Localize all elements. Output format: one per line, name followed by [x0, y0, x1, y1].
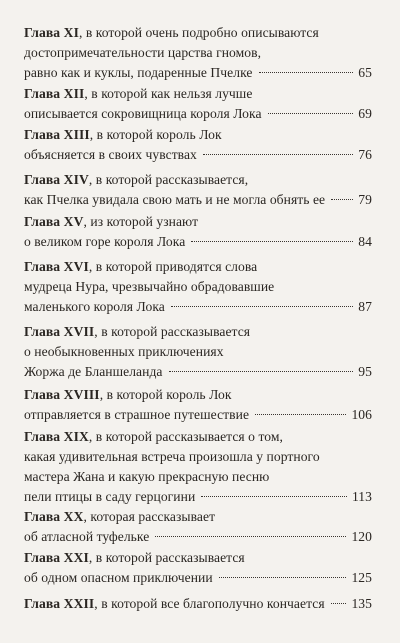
chapter-title-line: равно как и куклы, подаренные Пчелке [24, 65, 253, 80]
chapter-title-line: о необыкновенных приключениях [24, 344, 224, 359]
chapter-heading: Глава XIX [24, 429, 89, 444]
dot-leader [169, 371, 354, 372]
page-number: 125 [351, 570, 372, 585]
dot-leader [331, 199, 353, 200]
chapter-heading: Глава XV [24, 214, 84, 229]
dot-leader [331, 603, 347, 604]
toc-entry [24, 23, 372, 83]
chapter-heading: Глава XII [24, 86, 85, 101]
page-number: 84 [358, 234, 372, 249]
dot-leader [191, 241, 353, 242]
chapter-title-line: , в которой приводятся слова [88, 259, 258, 274]
chapter-heading: Глава XX [24, 509, 84, 524]
chapter-title-line: объясняется в своих чувствах [24, 147, 197, 162]
chapter-title-line: пели птицы в саду герцогини [24, 489, 196, 504]
chapter-title-line: достопримечательности царства гномов, [24, 45, 262, 60]
chapter-heading: Глава XI [24, 25, 79, 40]
toc-entry [24, 507, 372, 547]
chapter-title-line: как Пчелка увидала свою мать и не могла обнять ее [24, 192, 326, 207]
page-number: 135 [351, 596, 372, 611]
chapter-heading: Глава XIV [24, 172, 89, 187]
page-number: 65 [358, 65, 372, 80]
toc-entry [24, 257, 372, 317]
chapter-title-line: мастера Жана и какую прекрасную песню [24, 469, 270, 484]
page-number: 87 [358, 299, 372, 314]
chapter-title-line: , которая рассказывает [83, 509, 216, 524]
dot-leader [259, 72, 354, 73]
chapter-title-line: , из которой узнают [83, 214, 199, 229]
chapter-title-line: об атласной туфельке [24, 529, 150, 544]
chapter-title-line: , в которой рассказывается [94, 324, 251, 339]
chapter-heading: Глава XIII [24, 127, 90, 142]
chapter-title-line: описывается сокровищница короля Лока [24, 106, 262, 121]
dot-leader [268, 113, 354, 114]
dot-leader [201, 496, 347, 497]
chapter-title-line: , в которой все благополучно кончается [94, 596, 325, 611]
chapter-title-line: Жоржа де Бланшеланда [24, 364, 163, 379]
chapter-title-line: , в которой рассказывается, [88, 172, 249, 187]
toc-entry [24, 84, 372, 124]
toc-entry [24, 427, 372, 507]
chapter-title-line: какая удивительная встреча произошла у портного [24, 449, 320, 464]
chapter-title-line: , в которой как нельзя лучше [84, 86, 253, 101]
chapter-title-line: , в которой рассказывается о том, [88, 429, 283, 444]
chapter-title-line: , в которой король Лок [89, 127, 222, 142]
page-number: 95 [358, 364, 372, 379]
toc-entry [24, 170, 372, 210]
chapter-heading: Глава XVII [24, 324, 95, 339]
page-number: 120 [351, 529, 372, 544]
chapter-title-line: мудреца Нура, чрезвычайно обрадовавшие [24, 279, 275, 294]
toc-entry [24, 594, 372, 614]
toc-entry [24, 125, 372, 165]
dot-leader [155, 536, 346, 537]
dot-leader [203, 154, 353, 155]
dot-leader [255, 414, 346, 415]
dot-leader [171, 306, 353, 307]
page-number: 113 [351, 489, 372, 504]
chapter-heading: Глава XXII [24, 596, 95, 611]
page-number: 106 [351, 407, 372, 422]
toc-entry [24, 322, 372, 382]
chapter-title-line: , в которой очень подробно описываются [78, 25, 319, 40]
toc-entry [24, 548, 372, 588]
chapter-title-line: маленького короля Лока [24, 299, 165, 314]
chapter-title-line: отправляется в страшное путешествие [24, 407, 250, 422]
toc-entry [24, 385, 372, 425]
page-number: 69 [358, 106, 372, 121]
chapter-heading: Глава XXI [24, 550, 89, 565]
page-number: 76 [358, 147, 372, 162]
chapter-title-line: об одном опасном приключении [24, 570, 213, 585]
chapter-title-line: , в которой король Лок [99, 387, 232, 402]
chapter-title-line: о великом горе короля Лока [24, 234, 186, 249]
chapter-heading: Глава XVIII [24, 387, 100, 402]
page-number: 79 [358, 192, 372, 207]
chapter-title-line: , в которой рассказывается [88, 550, 245, 565]
toc-entry [24, 212, 372, 252]
chapter-heading: Глава XVI [24, 259, 89, 274]
dot-leader [219, 577, 347, 578]
